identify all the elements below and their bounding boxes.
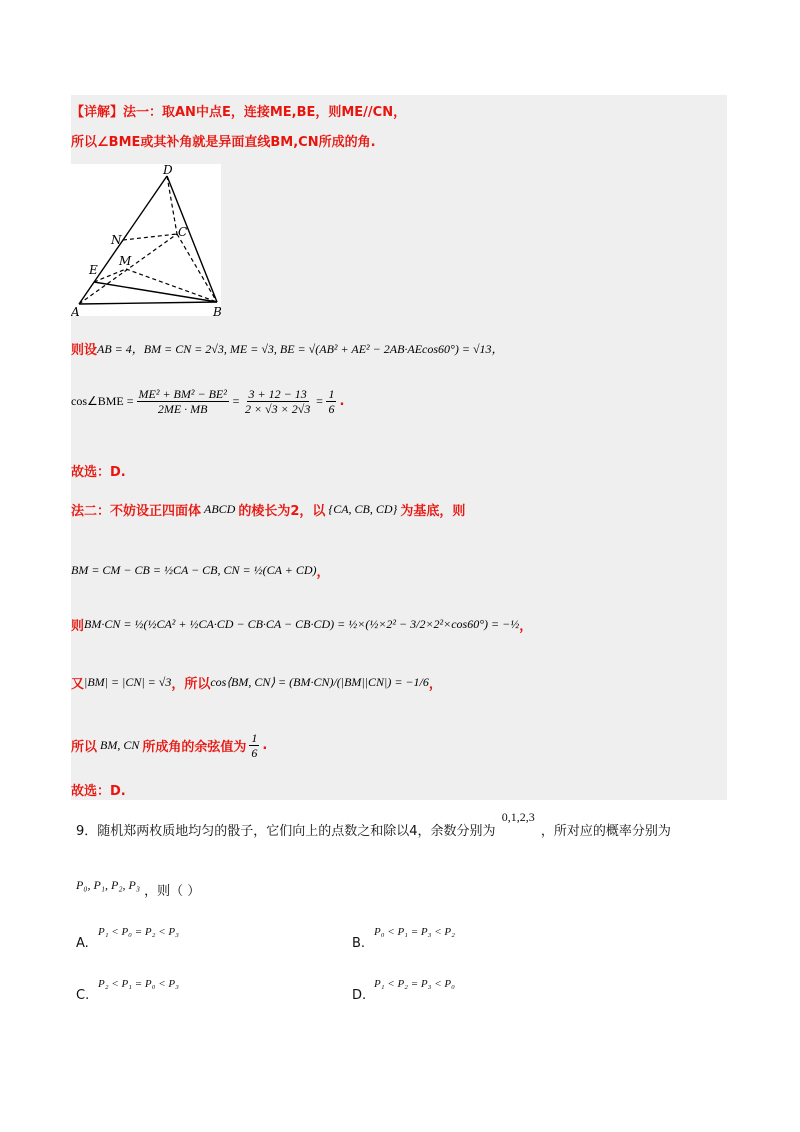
- solution-line-9: [71, 673, 442, 692]
- option-expression: P₂ < P₁ = P₀ < P₃: [98, 978, 179, 990]
- numerator: 1: [251, 731, 258, 745]
- solution-text: ，: [316, 565, 330, 580]
- solution-text: 所成角的余弦值为: [142, 740, 247, 755]
- segment-MB: [126, 269, 217, 302]
- tetrahedron-diagram: [71, 164, 221, 316]
- solution-line-4: cos∠BME = $\frac{\text{ME² + BM² − BE²}}{2ME \cdot MB}$ = $\frac{3 + 12 - 13}{2 \times √3 \times 2√3}$ = $\frac{1}{6}$ .: [71, 387, 345, 416]
- solution-text: 所以: [71, 740, 98, 755]
- probabilities-formula: P₀, P₁, P₂, P₃: [76, 878, 141, 892]
- numerator: 3 + 12 − 13: [248, 387, 307, 401]
- solution-line-11: [71, 780, 126, 799]
- label-C: C: [178, 225, 188, 239]
- option-label: D.: [352, 988, 367, 1003]
- formula: BM = CM − CB = ½CA − CB, CN = ½(CA + CD): [71, 563, 317, 577]
- question-text: 9．随机郑两枚质地均匀的骰子，它们向上的点数之和除以4，余数分别为: [76, 824, 496, 839]
- solution-text: 【详解】法一：取AN中点E，连接ME,BE，则ME//CN，: [71, 105, 407, 120]
- question-text: ，所对应的概率分别为: [540, 824, 671, 839]
- solution-line-7: [71, 561, 330, 580]
- numerator: 1: [328, 387, 335, 401]
- fraction: [326, 387, 336, 416]
- solution-text: ，: [428, 677, 442, 692]
- fraction: [243, 387, 312, 416]
- formula: ABCD: [204, 502, 236, 516]
- denominator: 6: [328, 402, 335, 416]
- denominator: 2ME · MB: [157, 402, 208, 416]
- option-label: C.: [76, 988, 90, 1003]
- option-expression: P₀ < P₁ = P₃ < P₂: [374, 926, 455, 938]
- solution-line-10: [71, 731, 267, 760]
- edge-AB: [79, 302, 217, 304]
- fraction: [137, 387, 229, 416]
- edge-DC: [167, 176, 177, 234]
- answer-text: 故选：D.: [71, 784, 126, 799]
- solution-line-5: [71, 461, 126, 480]
- label-N: N: [111, 233, 122, 247]
- solution-text: ，: [519, 619, 533, 634]
- solution-text: 法二：不妨设正四面体: [71, 504, 202, 519]
- formula: BM, CN: [100, 738, 140, 752]
- question-text: ，则（ ）: [144, 884, 201, 899]
- option-b[interactable]: [352, 926, 612, 966]
- solution-text: 则: [71, 619, 85, 634]
- denominator: 6: [251, 746, 258, 760]
- option-expression: P₁ < P₀ = P₂ < P₃: [98, 926, 179, 938]
- solution-block: [71, 95, 727, 800]
- solution-line-2: [71, 131, 376, 150]
- solution-text: 又: [71, 677, 85, 692]
- segment-NC: [123, 234, 177, 240]
- solution-line-3: [71, 339, 504, 358]
- label-B: B: [213, 305, 221, 316]
- edge-CB: [177, 234, 217, 302]
- remainders-formula: 0,1,2,3: [501, 810, 535, 824]
- answer-text: 故选：D.: [71, 465, 126, 480]
- label-D: D: [163, 164, 173, 177]
- solution-line-6: [71, 500, 465, 519]
- tetrahedron-figure: [71, 164, 221, 316]
- denominator: 2 × √3 × 2√3: [244, 402, 311, 416]
- option-expression: P₁ < P₂ = P₃ < P₀: [374, 978, 455, 990]
- fraction: [249, 731, 259, 760]
- label-M: M: [119, 254, 132, 268]
- formula: cos⟨BM, CN⟩ = (BM·CN)/(|BM||CN|) = −1/6: [210, 675, 429, 689]
- option-d[interactable]: [352, 978, 612, 1018]
- edge-DB: [167, 176, 217, 302]
- formula: BM·CN = ½(½CA² + ½CA·CD − CB·CA − CB·CD) = ½×(½×2² − 3/2×2²×cos60°) = −½: [84, 617, 520, 631]
- edge-EB: [94, 282, 217, 302]
- question-9-line-2: [76, 880, 200, 899]
- solution-text: 为基底，则: [400, 504, 466, 519]
- solution-line-8: [71, 615, 532, 634]
- option-label: B.: [352, 936, 366, 951]
- formula: |BM| = |CN| = √3: [84, 675, 172, 689]
- question-9-line-1: [76, 810, 671, 839]
- label-A: A: [71, 305, 80, 316]
- solution-text: 则设: [71, 343, 98, 358]
- solution-line-1: [71, 101, 406, 120]
- formula: AB = 4，BM = CN = 2√3, ME = √3, BE = √(AB² + AE² − 2AB·AEcos60°) = √13，: [97, 342, 504, 356]
- formula: {CA, CB, CD}: [328, 502, 398, 516]
- solution-text: 所以∠BME或其补角就是异面直线BM,CN所成的角.: [71, 135, 376, 150]
- option-label: A.: [76, 936, 89, 951]
- option-c[interactable]: [76, 978, 336, 1018]
- numerator: ME² + BM² − BE²: [138, 387, 227, 401]
- solution-text: ，所以: [171, 677, 211, 692]
- solution-text: 的棱长为2，以: [238, 504, 326, 519]
- formula: cos∠BME =: [71, 394, 134, 408]
- label-E: E: [89, 263, 98, 277]
- option-a[interactable]: [76, 926, 336, 966]
- solution-text: .: [262, 738, 268, 753]
